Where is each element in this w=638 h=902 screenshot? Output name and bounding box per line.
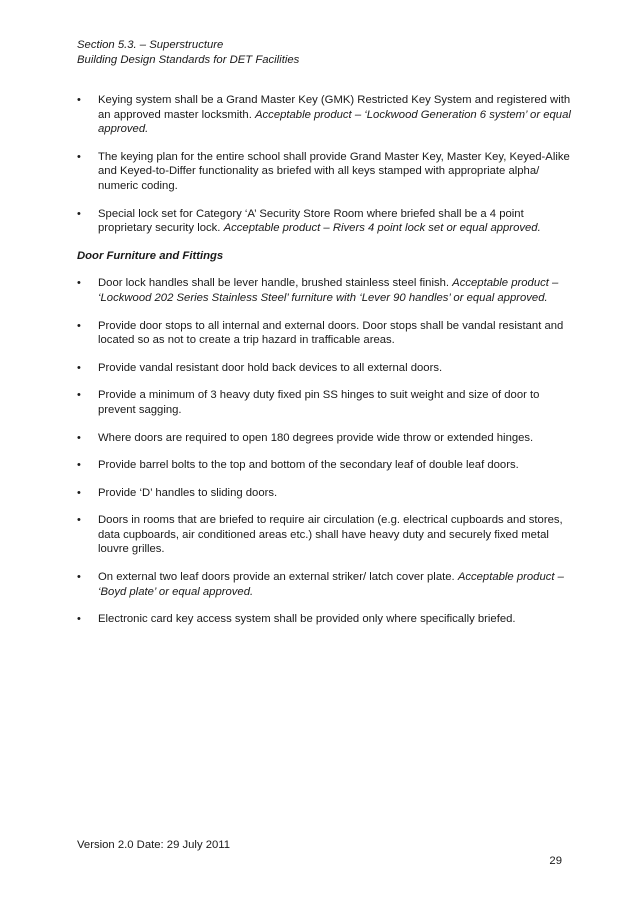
list-item-text: Electronic card key access system shall be provided only where specifically briefed. xyxy=(98,613,516,626)
list-item xyxy=(77,431,577,446)
list-item xyxy=(77,570,577,599)
list-item xyxy=(77,150,577,194)
bullet-icon xyxy=(77,93,89,108)
bullet-icon xyxy=(77,513,89,528)
list-item xyxy=(77,276,577,305)
bullet-icon xyxy=(77,458,89,473)
page-content xyxy=(77,93,577,640)
page-number: 29 xyxy=(549,855,562,867)
page-footer xyxy=(77,838,230,853)
list-item xyxy=(77,388,577,417)
list-item-italic-text: Acceptable product – ‘Lockwood Generation 6 system’ or equal approved. xyxy=(98,108,571,136)
bullet-icon xyxy=(77,361,89,376)
list-item xyxy=(77,458,577,473)
list-item-text: Provide vandal resistant door hold back devices to all external doors. xyxy=(98,361,443,374)
bullet-icon xyxy=(77,612,89,627)
bullet-icon xyxy=(77,150,89,165)
list-item-text: On external two leaf doors provide an external striker/ latch cover plate. xyxy=(98,571,455,584)
list-item-text: Special lock set for Category ‘A’ Security Store Room where briefed shall be a 4 point proprietary security lock. xyxy=(98,207,524,235)
list-item xyxy=(77,319,577,348)
list-item xyxy=(77,93,577,137)
list-item-text: Provide a minimum of 3 heavy duty fixed pin SS hinges to suit weight and size of door to prevent sagging. xyxy=(98,389,540,416)
list-item xyxy=(77,207,577,236)
bullet-icon xyxy=(77,207,89,222)
header-document-title: Building Design Standards for DET Facilities xyxy=(77,54,300,66)
footer-version-date: Version 2.0 Date: 29 July 2011 xyxy=(77,839,231,851)
section-heading: Door Furniture and Fittings xyxy=(77,249,224,262)
header-section-title: Section 5.3. – Superstructure xyxy=(77,39,224,51)
list-item xyxy=(77,486,577,501)
list-item-text: Door lock handles shall be lever handle, brushed stainless steel finish. xyxy=(98,277,450,290)
bullet-icon xyxy=(77,486,89,501)
list-item-text: Keying system shall be a Grand Master Key (GMK) Restricted Key System and registered with an approved master locksmith. xyxy=(98,94,571,121)
list-item xyxy=(77,513,577,557)
bullet-icon xyxy=(77,276,89,291)
list-item-text: Doors in rooms that are briefed to require air circulation (e.g. electrical cupboards and stores, data cupboards, air conditioned areas etc.) shall have heavy duty and securely fixed metal louvre grilles. xyxy=(98,514,563,556)
list-item-text: The keying plan for the entire school shall provide Grand Master Key, Master Key, Keyed-Alike and Keyed-to-Differ functionality as briefed with all keys stamped with appropriate alpha/ numeric coding. xyxy=(98,150,570,192)
list-item-text: Where doors are required to open 180 degrees provide wide throw or extended hinges. xyxy=(98,431,534,444)
list-item-italic-text: Acceptable product – Rivers 4 point lock set or equal approved. xyxy=(223,222,541,235)
page-header xyxy=(77,38,299,68)
bullet-icon xyxy=(77,319,89,334)
bullet-icon xyxy=(77,431,89,446)
list-item xyxy=(77,361,577,376)
list-item-text: Provide door stops to all internal and external doors. Door stops shall be vandal resistant and located so as not to create a trip hazard in trafficable areas. xyxy=(98,319,564,347)
bullet-icon xyxy=(77,570,89,585)
list-item xyxy=(77,612,577,627)
list-item-text: Provide ‘D’ handles to sliding doors. xyxy=(98,486,278,499)
bullet-icon xyxy=(77,388,89,403)
list-item-text: Provide barrel bolts to the top and bottom of the secondary leaf of double leaf doors. xyxy=(98,459,519,472)
list-item-italic-text: Acceptable product – ‘Boyd plate’ or equal approved. xyxy=(98,571,564,598)
list-item-italic-text: Acceptable product – ‘Lockwood 202 Series Stainless Steel’ furniture with ‘Lever 90 handles’ or equal approved. xyxy=(98,277,559,304)
